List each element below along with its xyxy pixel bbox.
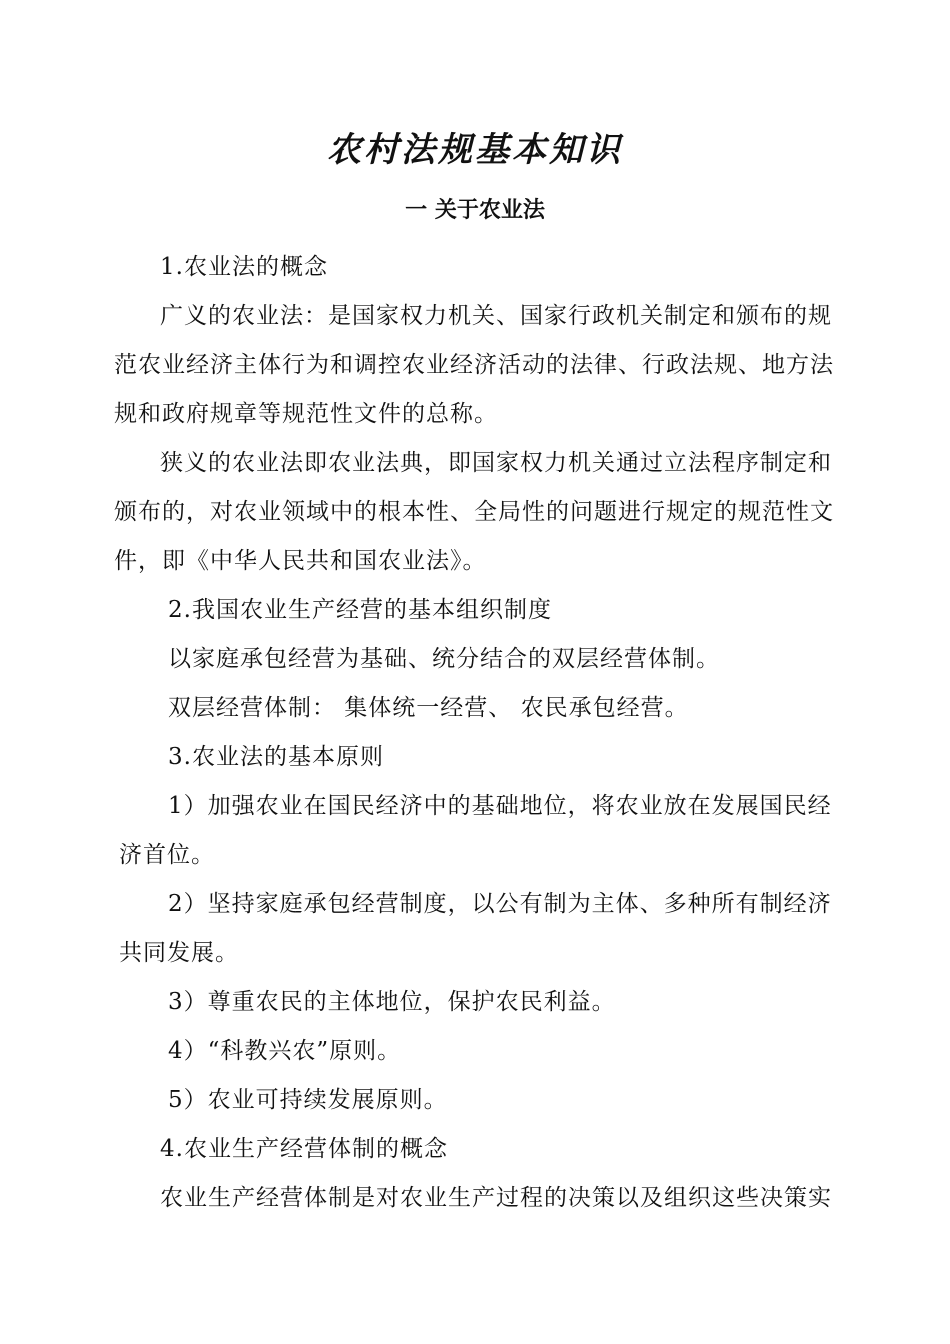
document-title: 农村法规基本知识 [327,130,623,170]
list-item: 1）加强农业在国民经济中的基础地位，将农业放在发展国民经 [168,793,832,819]
list-item-continuation: 济首位。 [119,842,215,868]
paragraph-line: 农业生产经营体制是对农业生产过程的决策以及组织这些决策实 [160,1185,832,1211]
paragraph-line: 规和政府规章等规范性文件的总称。 [114,401,498,427]
list-item: 4）“科教兴农”原则。 [168,1038,402,1064]
subheading-3: 3.农业法的基本原则 [168,744,384,770]
subheading-1: 1.农业法的概念 [160,254,328,280]
list-item: 5）农业可持续发展原则。 [168,1087,448,1113]
subheading-2: 2.我国农业生产经营的基本组织制度 [168,597,552,623]
paragraph-line: 狭义的农业法即农业法典，即国家权力机关通过立法程序制定和 [160,450,832,476]
subheading-4: 4.农业生产经营体制的概念 [160,1136,448,1162]
section-heading: 一 关于农业法 [405,198,545,223]
document-body [114,243,849,1223]
list-item-continuation: 共同发展。 [119,940,239,966]
paragraph-line: 件，即《中华人民共和国农业法》。 [114,548,487,574]
paragraph-line: 广义的农业法：是国家权力机关、国家行政机关制定和颁布的规 [160,303,832,329]
paragraph-line: 范农业经济主体行为和调控农业经济活动的法律、行政法规、地方法 [114,352,834,378]
list-item: 2）坚持家庭承包经营制度，以公有制为主体、多种所有制经济 [168,891,832,917]
paragraph-line: 双层经营体制： 集体统一经营、 农民承包经营。 [168,695,689,721]
paragraph-line: 以家庭承包经营为基础、统分结合的双层经营体制。 [168,646,720,672]
paragraph-line: 颁布的，对农业领域中的根本性、全局性的问题进行规定的规范性文 [114,499,834,525]
list-item: 3）尊重农民的主体地位，保护农民利益。 [168,989,616,1015]
